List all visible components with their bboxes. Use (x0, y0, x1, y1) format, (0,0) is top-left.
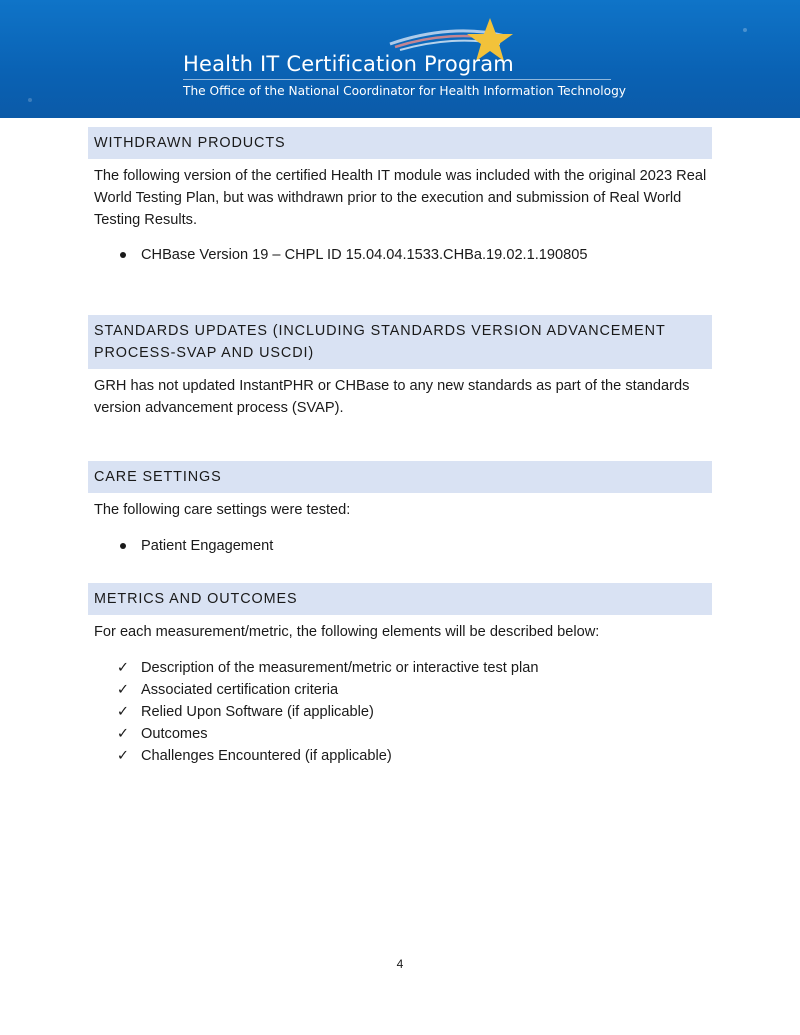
bullet-list (88, 244, 712, 266)
program-title: Health IT Certification Program (183, 52, 514, 76)
list-item-text: CHBase Version 19 – CHPL ID 15.04.04.1533.CHBa.19.02.1.190805 (141, 247, 588, 263)
section-paragraph: GRH has not updated InstantPHR or CHBase to any new standards as part of the standards version advancement process (SVAP). (94, 378, 690, 416)
list-item (88, 244, 712, 266)
section-metrics-outcomes (88, 583, 712, 767)
checkmark-icon: ✓ (116, 704, 130, 720)
section-heading: STANDARDS UPDATES (INCLUDING STANDARDS VERSION ADVANCEMENT PROCESS-SVAP AND USCDI) (88, 315, 712, 369)
list-item-text: Patient Engagement (141, 538, 274, 554)
section-care-settings (88, 461, 712, 557)
program-subtitle: The Office of the National Coordinator for Health Information Technology (183, 84, 627, 98)
list-item (88, 701, 712, 723)
section-standards-updates (88, 315, 712, 419)
section-heading: CARE SETTINGS (88, 461, 712, 493)
header-banner (0, 0, 800, 118)
checkmark-icon: ✓ (116, 726, 130, 742)
checkmark-icon: ✓ (116, 660, 130, 676)
checklist (88, 657, 712, 767)
list-item (88, 745, 712, 767)
list-item (88, 679, 712, 701)
list-item-text: Description of the measurement/metric or interactive test plan (141, 660, 539, 676)
section-paragraph: For each measurement/metric, the following elements will be described below: (94, 624, 600, 640)
list-item (88, 535, 712, 557)
checkmark-icon: ✓ (116, 748, 130, 764)
section-heading: METRICS AND OUTCOMES (88, 583, 712, 615)
section-withdrawn-products (88, 127, 712, 266)
bullet-list (88, 535, 712, 557)
section-paragraph: The following care settings were tested: (94, 502, 351, 518)
list-item-text: Outcomes (141, 726, 208, 742)
page-number: 4 (396, 957, 404, 971)
list-item-text: Associated certification criteria (141, 682, 339, 698)
bullet-icon (116, 244, 130, 266)
list-item (88, 723, 712, 745)
section-heading: WITHDRAWN PRODUCTS (88, 127, 712, 159)
list-item-text: Relied Upon Software (if applicable) (141, 704, 374, 720)
bullet-icon (116, 535, 130, 557)
list-item-text: Challenges Encountered (if applicable) (141, 748, 392, 764)
list-item (88, 657, 712, 679)
checkmark-icon: ✓ (116, 682, 130, 698)
banner-divider (183, 79, 611, 80)
document-body (88, 127, 712, 767)
section-paragraph: The following version of the certified Health IT module was included with the original 2023 Real World Testing Plan, but was withdrawn prior to the execution and submission of Real World Testing Results. (94, 168, 707, 228)
